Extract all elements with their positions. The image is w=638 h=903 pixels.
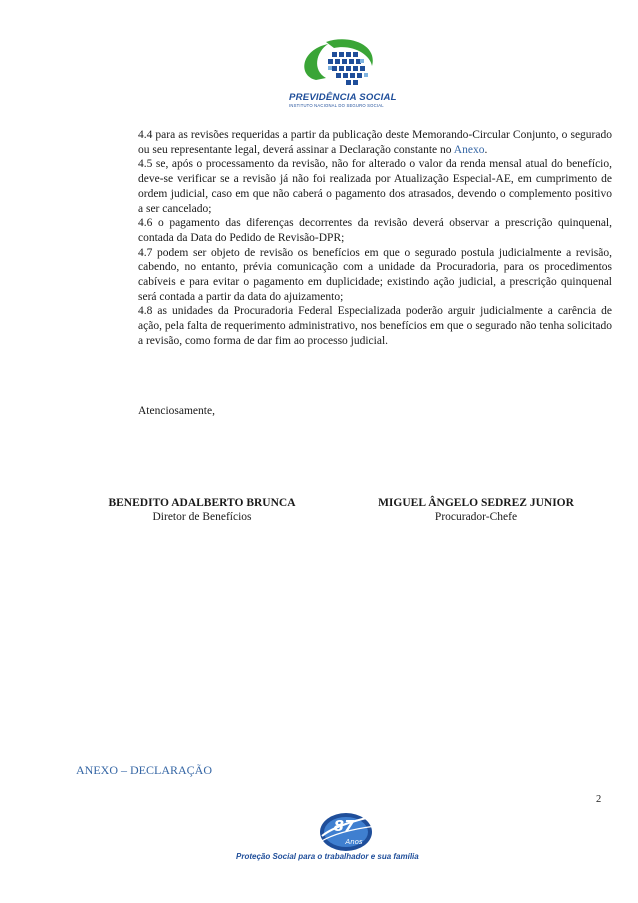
paragraph-4-4 [138,128,612,157]
brand-name: PREVIDÊNCIA SOCIAL [289,92,397,103]
paragraph-4-6: 4.6 o pagamento das diferenças decorrentes da revisão deverá observar a prescrição quinquenal, contada da Data do Pedido de Revisão-DPR; [138,217,612,244]
previdencia-logo-mark [286,36,398,96]
signature-block-right [360,497,592,523]
anniversary-badge-icon [314,806,378,854]
annex-heading: ANEXO – DECLARAÇÃO [76,763,212,777]
annex-link[interactable]: Anexo [453,143,485,156]
paragraph-4-8: 4.8 as unidades da Procuradoria Federal Especializada poderão arguir judicialmente a carência de ação, pela falta de requerimento administrativo, nos benefícios em que o segurado não tenha solicitado a revisão, como forma de dar fim ao processo judicial. [138,305,612,347]
closing-salutation: Atenciosamente, [138,405,215,417]
signer-name: BENEDITO ADALBERTO BRUNCA [108,497,296,509]
paragraph-4-5: 4.5 se, após o processamento da revisão, não for alterado o valor da renda mensal atual do benefício, deve-se verificar se a revisão já não foi realizada por Atualização Especial-AE, em cumprimento de ordem judicial, caso em que não caberá o pagamento dos atrasados, devendo o complemento positivo a ser cancelado; [138,158,612,215]
brand-subtitle: INSTITUTO NACIONAL DO SEGURO SOCIAL [289,103,384,108]
anniversary-badge [314,806,378,854]
page-number: 2 [596,794,602,805]
paragraph-4-7: 4.7 podem ser objeto de revisão os benefícios em que o segurado postula judicialmente a revisão, cabendo, no entanto, prévia comunicação com a unidade da Procuradoria, para os procedimentos cabíveis e para evitar o pagamento em duplicidade; existindo ação judicial, a prescrição quinquenal será contada a partir da data do ajuizamento; [138,246,612,303]
memo-body [138,128,612,349]
paragraph-4-4-end: . [484,143,488,156]
paragraph-4-4-text: 4.4 para as revisões requeridas a partir da publicação deste Memorando-Circular Conjunto, o segurado ou seu representante legal, deverá assinar a Declaração constante no [138,129,612,156]
footer-tagline: Proteção Social para o trabalhador e sua família [236,852,419,861]
signer-name: MIGUEL ÂNGELO SEDREZ JUNIOR [378,497,574,509]
badge-word: Anos [345,838,363,846]
badge-number: 87 [333,817,355,835]
signature-block-left [92,497,312,523]
signer-role: Procurador-Chefe [434,511,518,523]
signer-role: Diretor de Benefícios [152,511,252,523]
